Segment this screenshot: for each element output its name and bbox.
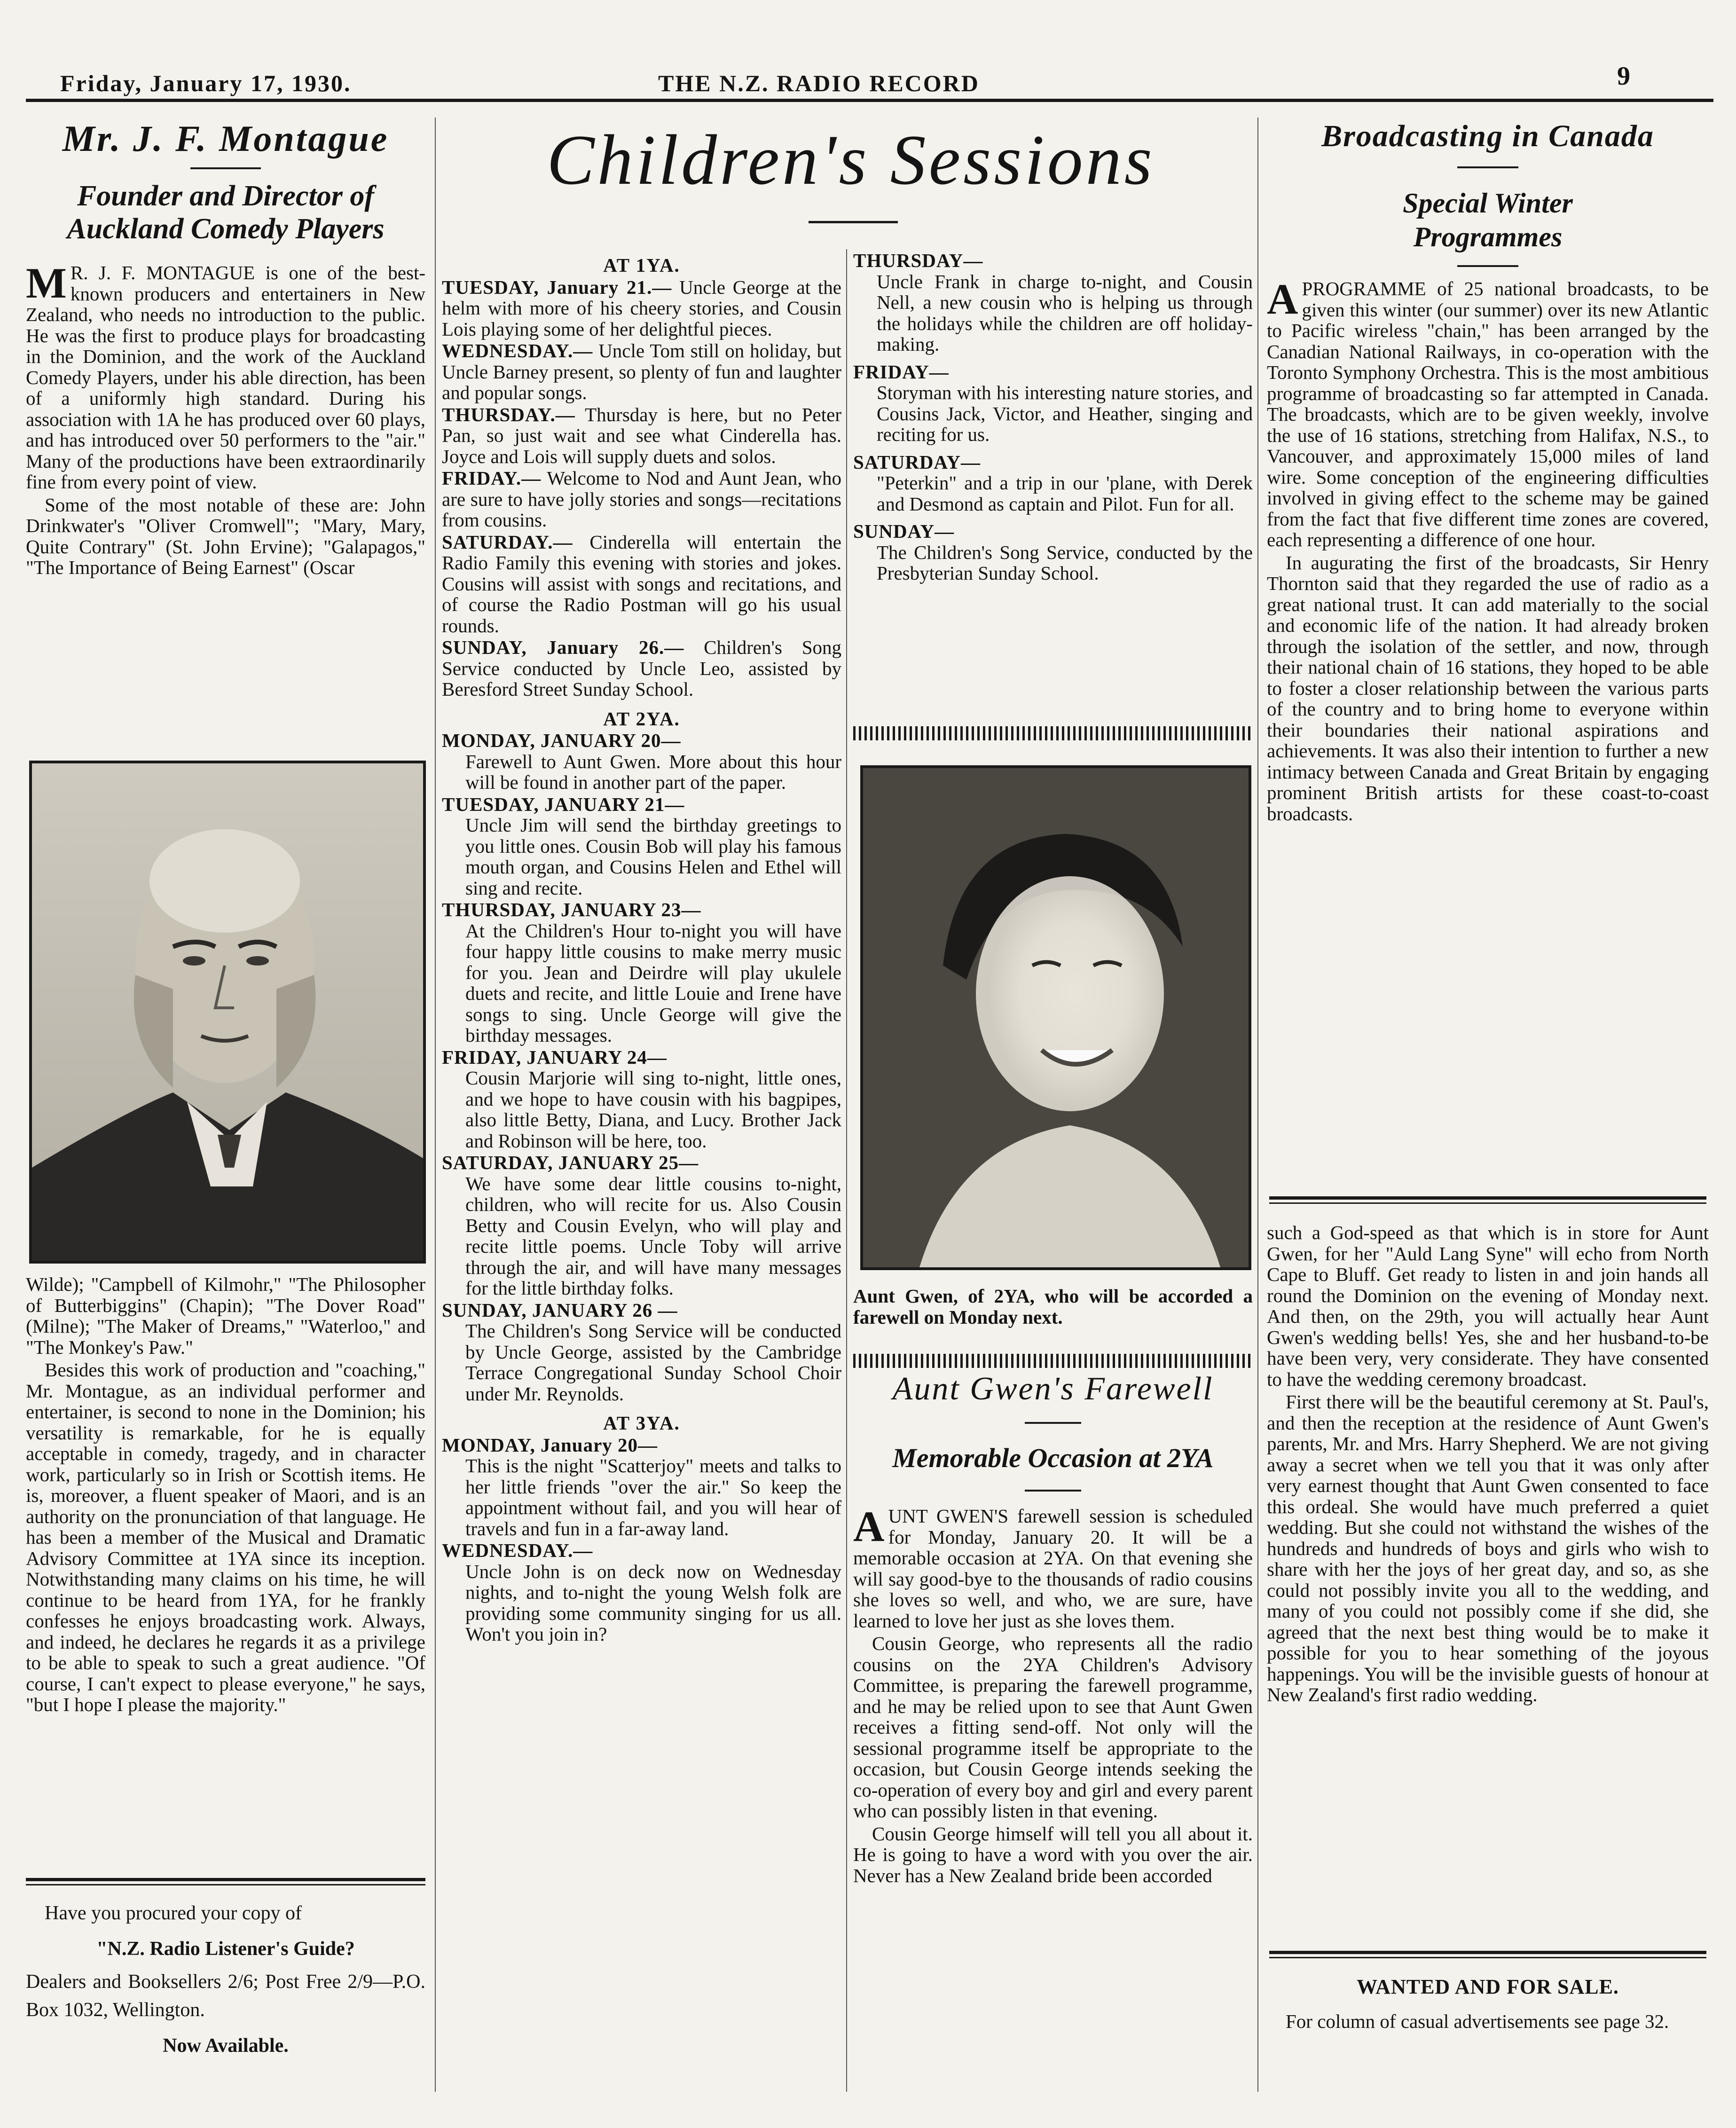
canada-subtitle: Special Winter Programmes [1403, 188, 1573, 252]
guide-ad-line-2: "N.Z. Radio Listener's Guide? [96, 1938, 355, 1960]
schedule-column-1 [442, 249, 841, 1645]
aunt-gwen-paragraph-1: AUNT GWEN'S farewell session is scheduled for Monday, January 20. It will be a memorable occasion at 2YA. On that evening she will say good-bye to the thousands of radio cousins she loves so well, and who, we are sure, have learned to love her just as she loves them. [853, 1502, 1253, 1632]
publication-title: THE N.Z. RADIO RECORD [658, 70, 980, 96]
schedule-entry-1ya-saturday: SATURDAY.— Cinderella will entertain the Radio Family this evening with stories and jokes. Cousins will assist with songs and recitations, and of course the Radio Postman will go his usual rounds. [442, 531, 842, 636]
canada-title: Broadcasting in Canada [1321, 119, 1654, 153]
sessions-title-rule [809, 221, 898, 223]
drop-cap: A [853, 1502, 885, 1550]
schedule-column-2 [853, 249, 1253, 584]
station-heading-1ya: AT 1YA. [603, 254, 680, 276]
aunt-gwen-caption: Aunt Gwen, of 2YA, who will be accorded a farewell on Monday next. [853, 1285, 1253, 1328]
portrait-illustration [32, 763, 423, 1261]
aunt-gwen-subtitle: Memorable Occasion at 2YA [892, 1443, 1214, 1473]
aunt-gwen-continued [1267, 1222, 1709, 1707]
portrait-illustration [863, 768, 1249, 1267]
section-divider [1269, 1196, 1706, 1204]
canada-paragraph-1: APROGRAMME of 25 national broadcasts, to be given this winter (our summer) over its new Atlantic to Pacific wireless "chain," has been arranged by the Canadian National Railways, in co-operation with the Toronto Symphony Orchestra. This is the most ambitious programme of broadcasting so far attempted in Canada. The broadcasts, which are to be given weekly, involve the use of 16 stations, stretching from Halifax, N.S., to Vancouver, and approximately 15,000 miles of land wire. Some conception of the engineering difficulties involved in giving effect to the scheme may be gained from the fact that five different time zones are covered, each representing a difference of one hour. [1267, 275, 1709, 550]
guide-ad-line-3: Dealers and Booksellers 2/6; Post Free 2/9—P.O. Box 1032, Wellington. [26, 1971, 425, 2021]
ornamental-divider [853, 1354, 1253, 1368]
aunt-gwen-paragraph-4: such a God-speed as that which is in store for Aunt Gwen, for her "Auld Lang Syne" will echo from North Cape to Bluff. Get ready to listen in and join hands all round the Dominion on the evening of Monday next. And then, on the 29th, you will actually hear Aunt Gwen's wedding bells! Yes, she and her husband-to-be have been very, very considerate. They have consented to have the wedding ceremony broadcast. [1267, 1222, 1709, 1390]
aunt-gwen-paragraph-2: Cousin George, who represents all the radio cousins on the 2YA Children's Advisory Committee, is preparing the farewell programme, and he may be relied upon to see that Aunt Gwen receives a fitting send-off. Not only will the sessional programme itself be appropriate to the occasion, but Cousin George intends seeking the co-operation of every boy and girl and every parent who can possibly listen in that evening. [853, 1633, 1253, 1822]
schedule-entry-1ya-tuesday: TUESDAY, January 21.— Uncle George at the helm with more of his cheery stories, and Cousin Lois playing some of her delightful pieces. [442, 276, 841, 340]
section-divider [1269, 1951, 1706, 1958]
drop-cap: A [1267, 275, 1298, 323]
classified-text: For column of casual advertisements see page 32. [1286, 2010, 1669, 2032]
issue-date: Friday, January 17, 1930. [60, 70, 352, 96]
sessions-title: Children's Sessions [547, 120, 1155, 199]
schedule-entry-2ya-friday: FRIDAY, JANUARY 24— Cousin Marjorie will sing to-night, little ones, and we hope to have cousin with his bagpipes, also little Betty, Diana, and Lucy. Brother Jack and Robinson will be here, too. [442, 1046, 841, 1152]
montague-paragraph-1: M R. J. F. MONTAGUE is one of the best-known producers and entertainers in New Zealand, who needs no introduction to the public. He was the first to produce plays for broadcasting in the Dominion, and the work of the Auckland Comedy Players, under his able direction, has been of a uniformly high standard. During his association with 1A he has produced over 60 plays, and has introduced over 50 performers to the "air." Many of the productions have been extraordinarily fine from every point of view. [26, 259, 425, 493]
schedule-entry-1ya-sunday: SUNDAY, January 26.— Children's Song Service conducted by Uncle Leo, assisted by Beresford Street Sunday School. [442, 636, 841, 700]
schedule-entry-2ya-monday: MONDAY, JANUARY 20— Farewell to Aunt Gwen. More about this hour will be found in another part of the paper. [442, 730, 841, 793]
schedule-entry-2ya-saturday: SATURDAY, JANUARY 25— We have some dear little cousins to-night, children, who will recite for us. Also Cousin Betty and Cousin Evelyn, who will play and recite little poems. Uncle Toby will arrive through the air, and will have many messages for the little birthday folks. [442, 1152, 841, 1299]
column-divider [1257, 118, 1258, 2092]
schedule-entry-3ya-sunday: SUNDAY— The Children's Song Service, conducted by the Presbyterian Sunday School. [853, 520, 1253, 584]
classified-title: WANTED AND FOR SALE. [1357, 1975, 1619, 1998]
montague-continued [26, 1274, 425, 1717]
schedule-entry-2ya-thursday: THURSDAY, JANUARY 23— At the Children's Hour to-night you will have four happy little cousins to make merry music for you. Jean and Deirdre will play ukulele duets and recite, and little Louie and Irene have songs to sing. Uncle George will give the birthday messages. [442, 899, 841, 1046]
schedule-entry-3ya-monday: MONDAY, January 20— This is the night "Scatterjoy" meets and talks to her little friends "over the air." So keep the appointment without fail, and you will hear of travels and fun in a far-away land. [442, 1434, 841, 1539]
schedule-entry-3ya-saturday: SATURDAY— "Peterkin" and a trip in our 'plane, with Derek and Desmond as captain and Pilot. Fun for all. [853, 451, 1253, 515]
schedule-entry-2ya-tuesday: TUESDAY, JANUARY 21— Uncle Jim will send the birthday greetings to you little ones. Cousin Bob will play his famous mouth organ, and Cousins Helen and Ethel will sing and recite. [442, 793, 841, 899]
montague-article [26, 118, 425, 580]
guide-ad-line-4: Now Available. [163, 2035, 289, 2057]
schedule-entry-3ya-friday: FRIDAY— Storyman with his interesting nature stories, and Cousins Jack, Victor, and Heather, singing and reciting for us. [853, 361, 1253, 445]
montague-paragraph-2: Some of the most notable of these are: John Drinkwater's "Oliver Cromwell"; "Mary, Mary, Quite Contrary" (St. John Ervine); "Galapagos," "The Importance of Being Earnest" (Oscar [26, 494, 425, 578]
column-divider [435, 118, 436, 2092]
classified-notice [1267, 1977, 1709, 2034]
aunt-gwen-portrait [860, 765, 1251, 1270]
montague-paragraph-3: Wilde); "Campbell of Kilmohr," "The Philosopher of Butterbiggins" (Chapin); "The Dover Road" (Milne); "The Maker of Dreams," "Waterloo," and "The Monkey's Paw." [26, 1273, 425, 1358]
schedule-entry-3ya-wednesday: WEDNESDAY.— Uncle John is on deck now on Wednesday nights, and to-night the young Welsh folk are providing some community singing for us all. Won't you join in? [442, 1539, 841, 1645]
title-rule [1025, 1422, 1081, 1424]
aunt-gwen-article [853, 1370, 1253, 1888]
canada-article [1267, 118, 1709, 826]
montague-subtitle: Founder and Director of Auckland Comedy Players [67, 180, 385, 245]
subtitle-rule [1457, 265, 1518, 267]
title-rule [1457, 166, 1518, 168]
aunt-gwen-paragraph-5: First there will be the beautiful ceremony at St. Paul's, and then the reception at the residence of Aunt Gwen's parents, Mr. and Mrs. Harry Shepherd. We are not giving away a secret when we tell you that it was only after very earnest thought that Aunt Gwen consented to face this ordeal. She would have much preferred a quiet wedding. But she could not withstand the wishes of the hundreds and hundreds of boys and girls who wish to share with her the joys of her great day, and so, as she could not possibly invite you all to the wedding, and many of you could not possibly come if she did, she agreed that the next best thing would be to make it possible for you to hear something of the joyous happenings. You will be the invisible guests of honour at New Zealand's first radio wedding. [1267, 1391, 1709, 1705]
aunt-gwen-paragraph-3: Cousin George himself will tell you all about it. He is going to have a word with you over the air. Never has a New Zealand bride been accorded [853, 1822, 1253, 1886]
ornamental-divider [853, 726, 1253, 740]
drop-cap: M [26, 259, 67, 307]
guide-advert [26, 1899, 425, 2060]
montague-portrait [29, 761, 426, 1264]
schedule-entry-1ya-wednesday: WEDNESDAY.— Uncle Tom still on holiday, but Uncle Barney present, so plenty of fun and laughter and popular songs. [442, 340, 841, 403]
montague-title: Mr. J. F. Montague [62, 118, 389, 159]
ad-divider [26, 1878, 425, 1885]
column-divider [846, 249, 847, 2092]
montague-paragraph-4: Besides this work of production and "coaching," Mr. Montague, as an individual performer and entertainer, is second to none in the Dominion; his versatility is remarkable, for he is equally acceptable in comedy, tragedy, and in character work, particularly so in Irish or Scottish items. He is, moreover, a fluent speaker of Maori, and is an authority on the pronunciation of that language. He has been a member of the Musical and Dramatic Advisory Committee at 1YA since its inception. Notwithstanding many claims on his time, he will continue to be heard from 1YA, for he frankly confesses he enjoys broadcasting work. Always, and indeed, he declares he regards it as a privilege to be able to speak to such a great audience. "Of course, I can't expect to please everyone," he says, "but I hope I please the majority." [26, 1359, 425, 1715]
aunt-gwen-title: Aunt Gwen's Farewell [892, 1371, 1214, 1407]
schedule-entry-1ya-friday: FRIDAY.— Welcome to Nod and Aunt Jean, who are sure to have jolly stories and songs—recitations from cousins. [442, 467, 842, 531]
schedule-entry-2ya-sunday: SUNDAY, JANUARY 26 — The Children's Song Service will be conducted by Uncle George, assisted by the Cambridge Terrace Congregational Sunday School Choir under Mr. Reynolds. [442, 1299, 841, 1405]
schedule-entry-3ya-thursday: THURSDAY— Uncle Frank in charge to-night, and Cousin Nell, a new cousin who is helping us through the holidays while the children are off holiday-making. [853, 250, 1253, 355]
canada-paragraph-2: In augurating the first of the broadcasts, Sir Henry Thornton said that they regarded the use of radio as a great national trust. It can add materially to the social and economic life of the nation. It had already broken through the isolation of the settler, and now, through their national chain of 16 stations, they hoped to be able to foster a closer relationship between the various parts of the country and to bring home to everyone within their boundaries their national aspirations and achievements. It was also their intention to further a new intimacy between Canada and Great Britain by engaging prominent British artists for these coast-to-coast broadcasts. [1267, 551, 1709, 825]
schedule-entry-1ya-thursday: THURSDAY.— Thursday is here, but no Peter Pan, so just wait and see what Cinderella has. Joyce and Lois will supply duets and solos. [442, 403, 841, 467]
header-rule [26, 99, 1713, 102]
station-heading-2ya: AT 2YA. [603, 707, 680, 730]
title-rule [190, 167, 261, 169]
guide-ad-line-1: Have you procured your copy of [45, 1902, 302, 1924]
page-number: 9 [1617, 62, 1632, 91]
subtitle-rule [1025, 1490, 1081, 1492]
station-heading-3ya: AT 3YA. [603, 1412, 680, 1434]
